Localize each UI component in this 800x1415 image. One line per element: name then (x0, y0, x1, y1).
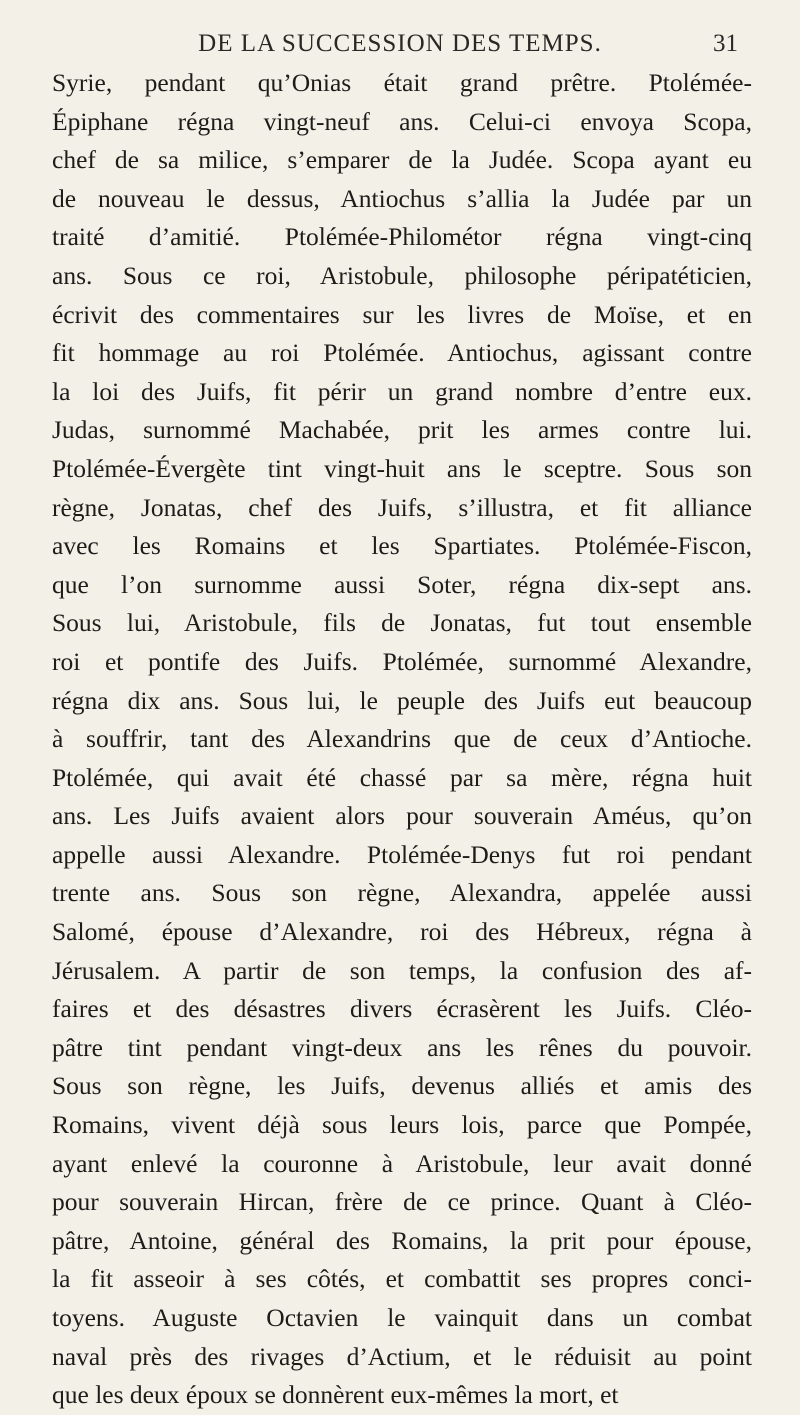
text-line: Ptolémée, qui avait été chassé par sa mère, régna huit (52, 762, 752, 792)
running-head: DE LA SUCCESSION DES TEMPS. (198, 30, 602, 57)
page-header (0, 24, 800, 68)
text-line: Romains, vivent déjà sous leurs lois, parce que Pompée, (52, 1110, 752, 1140)
text-line: que les deux époux se donnèrent eux-mêmes la mort, et (52, 1380, 619, 1410)
text-line: écrivit des commentaires sur les livres de Moïse, et en (52, 299, 752, 329)
text-line: de nouveau le dessus, Antiochus s’allia la Judée par un (52, 183, 752, 213)
text-line: faires et des désastres divers écrasèrent les Juifs. Cléo- (52, 994, 752, 1024)
text-line: fit hommage au roi Ptolémée. Antiochus, agissant contre (52, 338, 752, 368)
text-line: Salomé, épouse d’Alexandre, roi des Hébreux, régna à (52, 917, 752, 947)
text-line: que l’on surnomme aussi Soter, régna dix-sept ans. (52, 569, 752, 599)
text-line: ans. Les Juifs avaient alors pour souverain Améus, qu’on (52, 801, 752, 831)
text-line: Sous son règne, les Juifs, devenus alliés et amis des (52, 1071, 752, 1101)
text-line: à souffrir, tant des Alexandrins que de ceux d’Antioche. (52, 724, 752, 754)
text-line: trente ans. Sous son règne, Alexandra, appelée aussi (52, 878, 752, 908)
text-line: toyens. Auguste Octavien le vainquit dans un combat (52, 1303, 752, 1332)
text-line: avec les Romains et les Spartiates. Ptolémée-Fiscon, (52, 531, 752, 561)
text-line: pour souverain Hircan, frère de ce prince. Quant à Cléo- (52, 1187, 752, 1217)
text-line: Judas, surnommé Machabée, prit les armes contre lui. (52, 415, 752, 445)
text-line: Épiphane régna vingt-neuf ans. Celui-ci envoya Scopa, (52, 106, 752, 136)
text-line: Sous lui, Aristobule, fils de Jonatas, fut tout ensemble (52, 608, 752, 638)
text-line: naval près des rivages d’Actium, et le réduisit au point (52, 1341, 752, 1371)
text-line: chef de sa milice, s’emparer de la Judée. Scopa ayant eu (52, 145, 752, 175)
text-line: Ptolémée-Évergète tint vingt-huit ans le sceptre. Sous son (52, 453, 752, 483)
text-line: pâtre tint pendant vingt-deux ans les rênes du pouvoir. (52, 1032, 752, 1062)
text-line: traité d’amitié. Ptolémée-Philométor régna vingt-cinq (52, 222, 752, 252)
text-line: pâtre, Antoine, général des Romains, la prit pour épouse, (52, 1225, 752, 1255)
text-line: appelle aussi Alexandre. Ptolémée-Denys fut roi pendant (52, 839, 752, 869)
text-line: règne, Jonatas, chef des Juifs, s’illustra, et fit alliance (52, 492, 752, 522)
text-line: ans. Sous ce roi, Aristobule, philosophe péripatéticien, (52, 260, 752, 290)
text-line: la fit asseoir à ses côtés, et combattit ses propres conci- (52, 1264, 752, 1294)
text-line: roi et pontife des Juifs. Ptolémée, surnommé Alexandre, (52, 646, 752, 676)
text-line: la loi des Juifs, fit périr un grand nombre d’entre eux. (52, 376, 752, 406)
page-number: 31 (713, 30, 738, 57)
body-text (52, 64, 752, 1415)
text-line: régna dix ans. Sous lui, le peuple des Juifs eut beaucoup (52, 685, 752, 715)
text-line: Syrie, pendant qu’Onias était grand prêtre. Ptolémée- (52, 68, 752, 97)
text-line: ayant enlevé la couronne à Aristobule, leur avait donné (52, 1148, 752, 1178)
text-line: Jérusalem. A partir de son temps, la confusion des af- (52, 955, 752, 985)
